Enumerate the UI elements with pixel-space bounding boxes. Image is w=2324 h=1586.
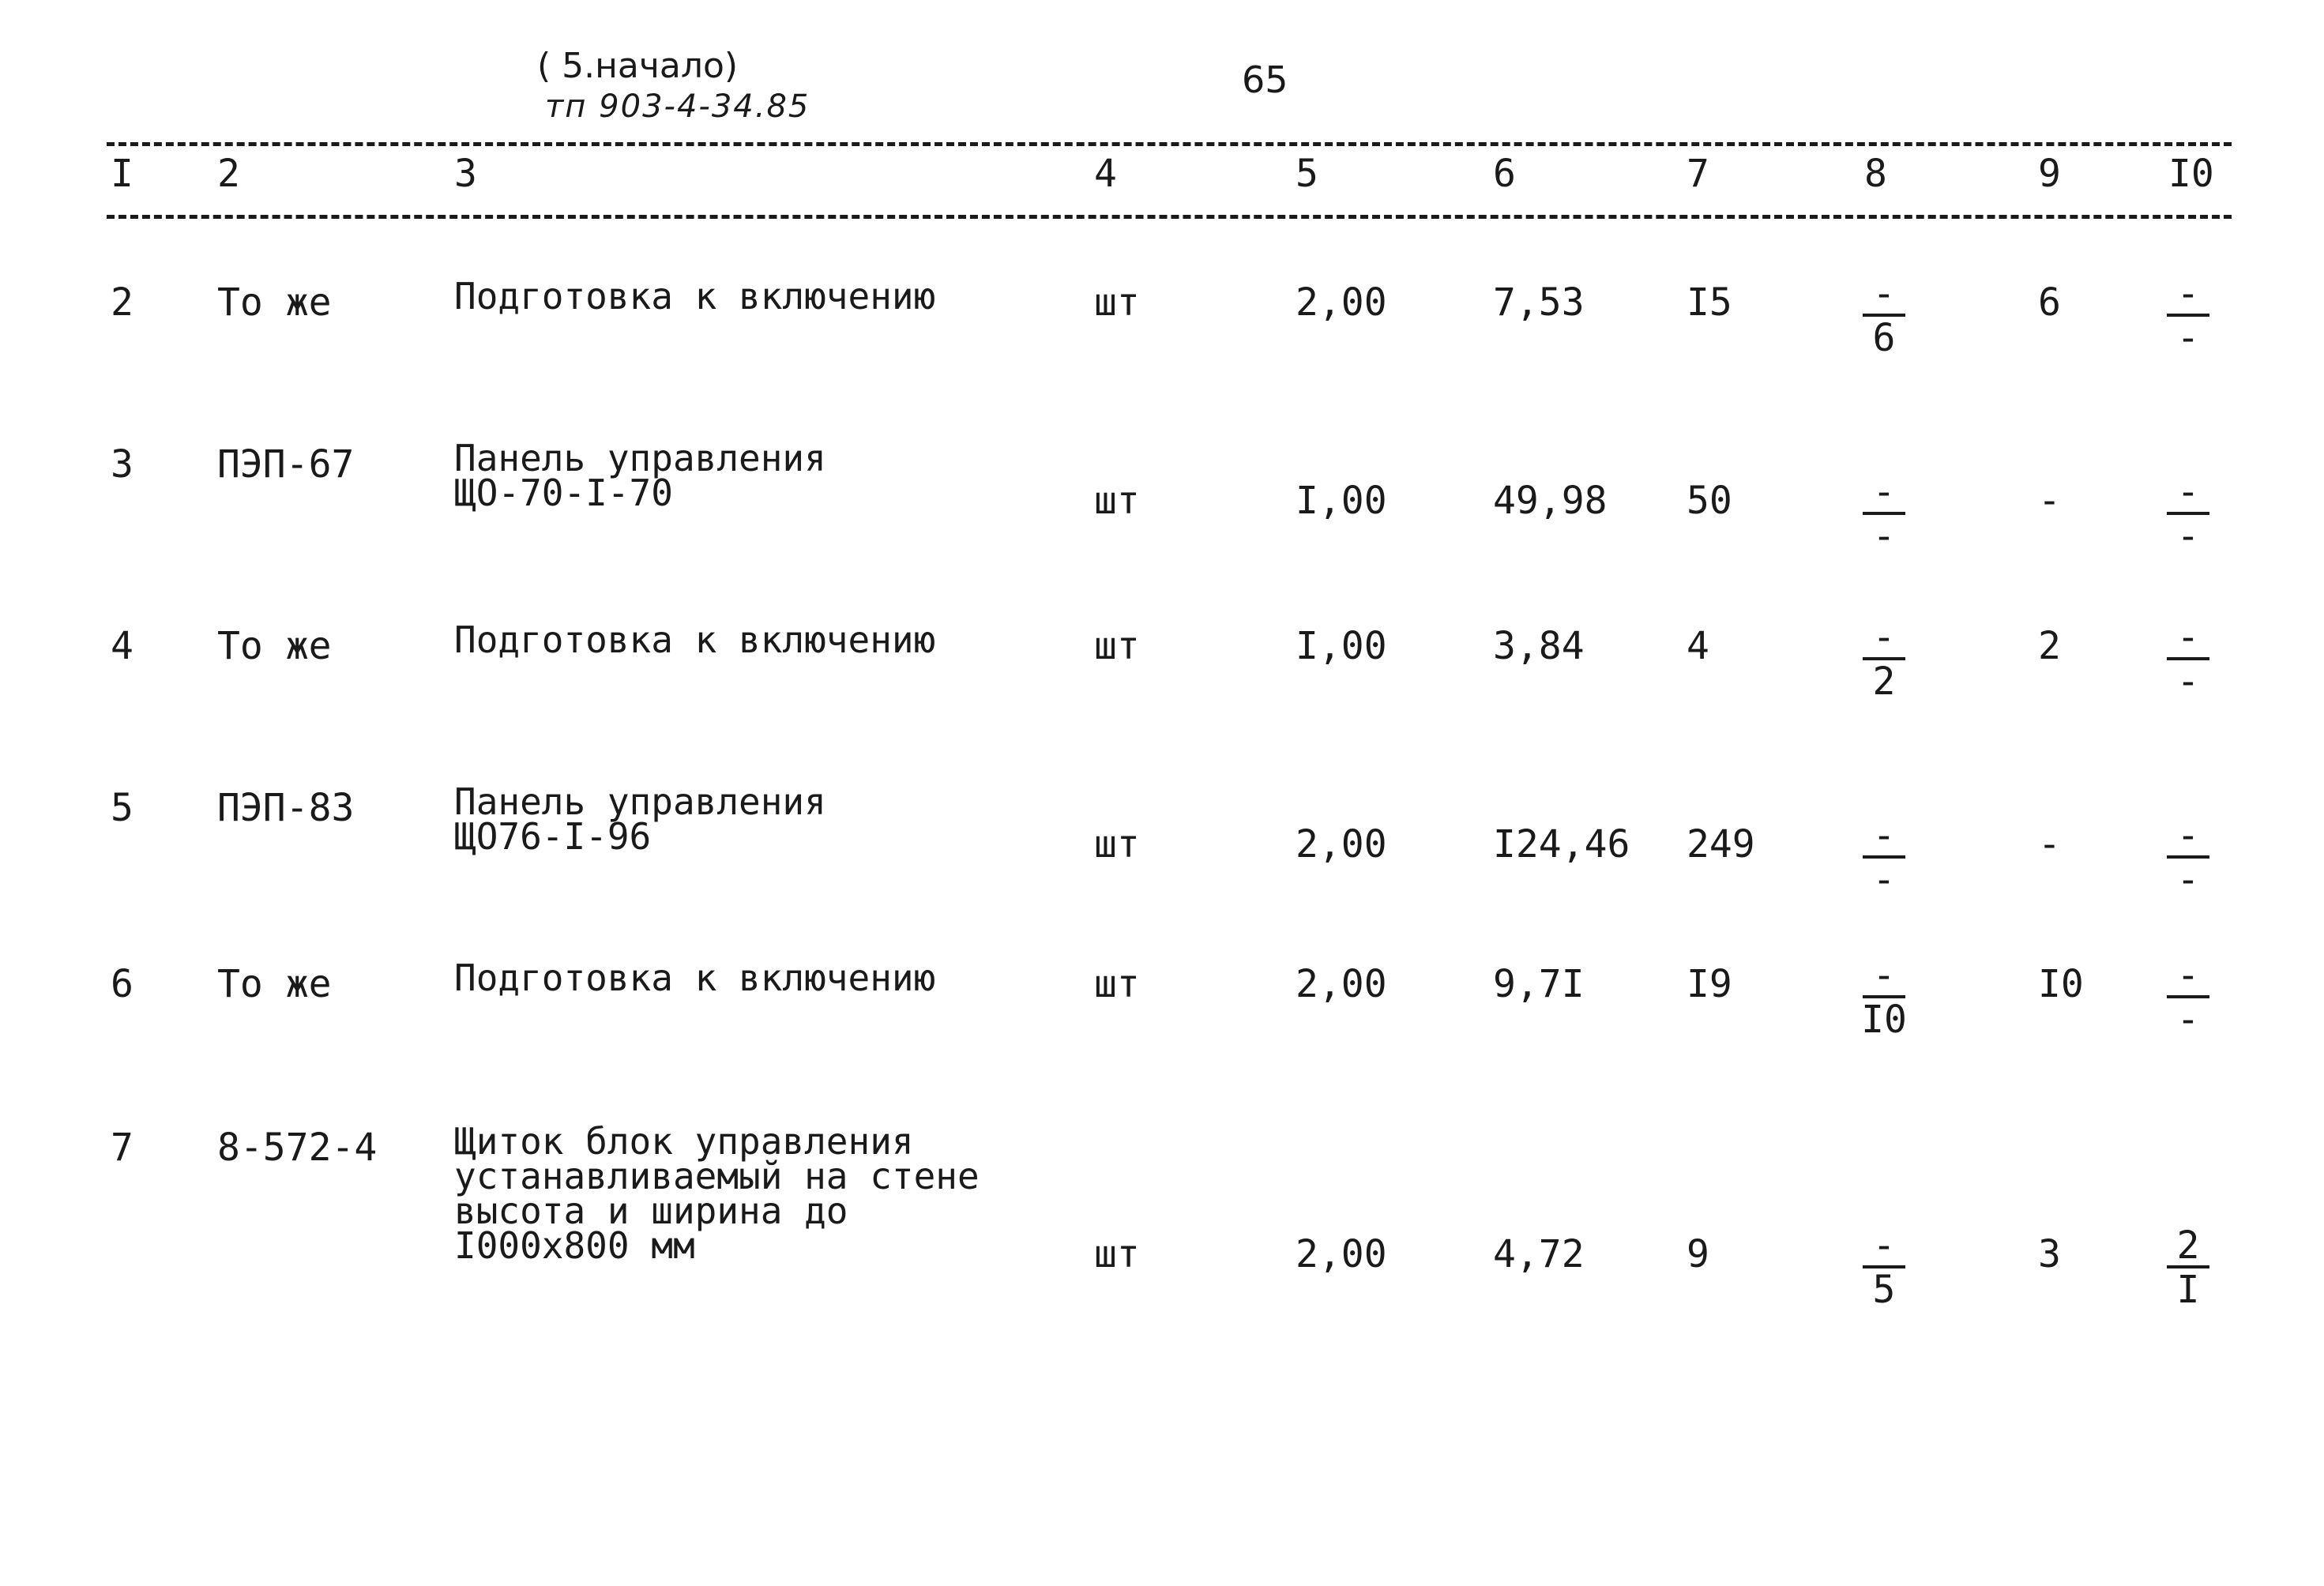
description-line: устанавливаемый на стене <box>454 1155 980 1197</box>
document-code: тп 903-4-34.85 <box>545 88 810 125</box>
total: I9 <box>1687 962 1732 1006</box>
row-number: 3 <box>111 442 133 487</box>
col8-bottom: - <box>1872 514 1896 558</box>
description-line: I000х800 мм <box>454 1224 695 1267</box>
col10-bottom: - <box>2176 316 2200 360</box>
unit-price: 9,7I <box>1493 962 1585 1006</box>
col10-top: - <box>2176 470 2200 514</box>
description-line: Подготовка к включению <box>454 618 936 661</box>
col10-fraction <box>2160 814 2216 902</box>
header-top-rule <box>107 142 2232 146</box>
col10-top: - <box>2176 953 2200 998</box>
col8-top: - <box>1872 1223 1896 1268</box>
col8-top: - <box>1872 615 1896 660</box>
col8-bottom: I0 <box>1861 998 1907 1042</box>
column-header-1: I <box>111 152 133 196</box>
col10-top: 2 <box>2176 1223 2200 1268</box>
item-code: То же <box>217 962 332 1006</box>
description-line: Панель управления <box>454 780 826 823</box>
col10-fraction <box>2160 953 2216 1042</box>
col9-value: 3 <box>2038 1232 2061 1276</box>
item-code: ПЭП-67 <box>217 442 355 487</box>
col8-fraction <box>1856 615 1912 704</box>
item-description <box>454 780 826 858</box>
unit-price: I24,46 <box>1493 822 1630 866</box>
description-line: Подготовка к включению <box>454 275 936 318</box>
column-header-9: 9 <box>2038 152 2061 196</box>
col8-bottom: 5 <box>1872 1268 1896 1312</box>
item-code: 8-572-4 <box>217 1126 378 1170</box>
quantity: 2,00 <box>1295 280 1387 325</box>
total: 9 <box>1687 1232 1709 1276</box>
total: I5 <box>1687 280 1732 325</box>
col9-value: 6 <box>2038 280 2061 325</box>
total: 4 <box>1687 624 1709 668</box>
row-number: 7 <box>111 1126 133 1170</box>
description-line: Щиток блок управления <box>454 1120 914 1163</box>
col10-bottom: I <box>2176 1268 2200 1312</box>
unit-price: 49,98 <box>1493 479 1608 523</box>
col10-bottom: - <box>2176 998 2200 1042</box>
col9-value: I0 <box>2038 962 2084 1006</box>
col8-top: - <box>1872 814 1896 858</box>
unit: шт <box>1094 822 1140 866</box>
unit: шт <box>1094 1232 1140 1276</box>
header-bottom-rule <box>107 215 2232 219</box>
unit: шт <box>1094 280 1140 325</box>
col8-top: - <box>1872 953 1896 998</box>
col9-value: - <box>2038 479 2061 523</box>
col10-bottom: - <box>2176 514 2200 558</box>
col8-fraction <box>1856 470 1912 558</box>
total: 50 <box>1687 479 1732 523</box>
col10-fraction <box>2160 1223 2216 1312</box>
column-header-2: 2 <box>217 152 240 196</box>
description-line: Подготовка к включению <box>454 956 936 999</box>
unit-price: 7,53 <box>1493 280 1585 325</box>
col8-fraction <box>1856 272 1912 360</box>
description-line: Панель управления <box>454 437 826 479</box>
continuation-note: ( 5.начало) <box>537 46 739 86</box>
col8-bottom: - <box>1872 858 1896 902</box>
description-line: ЩО-70-I-70 <box>454 472 673 514</box>
col10-fraction <box>2160 470 2216 558</box>
unit: шт <box>1094 962 1140 1006</box>
col10-top: - <box>2176 814 2200 858</box>
column-header-3: 3 <box>454 152 477 196</box>
page-number: 65 <box>1242 58 1288 101</box>
total: 249 <box>1687 822 1755 866</box>
column-header-8: 8 <box>1864 152 1887 196</box>
item-description <box>454 437 826 514</box>
row-number: 5 <box>111 786 133 830</box>
col8-fraction <box>1856 953 1912 1042</box>
quantity: I,00 <box>1295 479 1387 523</box>
item-description <box>454 275 936 318</box>
quantity: I,00 <box>1295 624 1387 668</box>
quantity: 2,00 <box>1295 822 1387 866</box>
column-header-4: 4 <box>1094 152 1117 196</box>
description-line: ЩО76-I-96 <box>454 815 652 858</box>
col8-fraction <box>1856 814 1912 902</box>
row-number: 6 <box>111 962 133 1006</box>
col8-fraction <box>1856 1223 1912 1312</box>
row-number: 4 <box>111 624 133 668</box>
unit: шт <box>1094 479 1140 523</box>
col8-top: - <box>1872 470 1896 514</box>
col10-bottom: - <box>2176 660 2200 704</box>
item-code: То же <box>217 280 332 325</box>
quantity: 2,00 <box>1295 1232 1387 1276</box>
unit: шт <box>1094 624 1140 668</box>
col9-value: 2 <box>2038 624 2061 668</box>
item-code: ПЭП-83 <box>217 786 355 830</box>
quantity: 2,00 <box>1295 962 1387 1006</box>
col8-bottom: 6 <box>1872 316 1896 360</box>
col10-top: - <box>2176 272 2200 316</box>
column-header-5: 5 <box>1295 152 1318 196</box>
col10-fraction <box>2160 272 2216 360</box>
col10-bottom: - <box>2176 858 2200 902</box>
item-description <box>454 1120 980 1267</box>
col10-fraction <box>2160 615 2216 704</box>
row-number: 2 <box>111 280 133 325</box>
unit-price: 3,84 <box>1493 624 1585 668</box>
item-code: То же <box>217 624 332 668</box>
col8-top: - <box>1872 272 1896 316</box>
unit-price: 4,72 <box>1493 1232 1585 1276</box>
description-line: высота и ширина до <box>454 1190 848 1232</box>
column-header-6: 6 <box>1493 152 1516 196</box>
col8-bottom: 2 <box>1872 660 1896 704</box>
column-header-10: I0 <box>2168 152 2214 196</box>
item-description <box>454 618 936 661</box>
item-description <box>454 956 936 999</box>
column-header-7: 7 <box>1687 152 1709 196</box>
col10-top: - <box>2176 615 2200 660</box>
col9-value: - <box>2038 822 2061 866</box>
